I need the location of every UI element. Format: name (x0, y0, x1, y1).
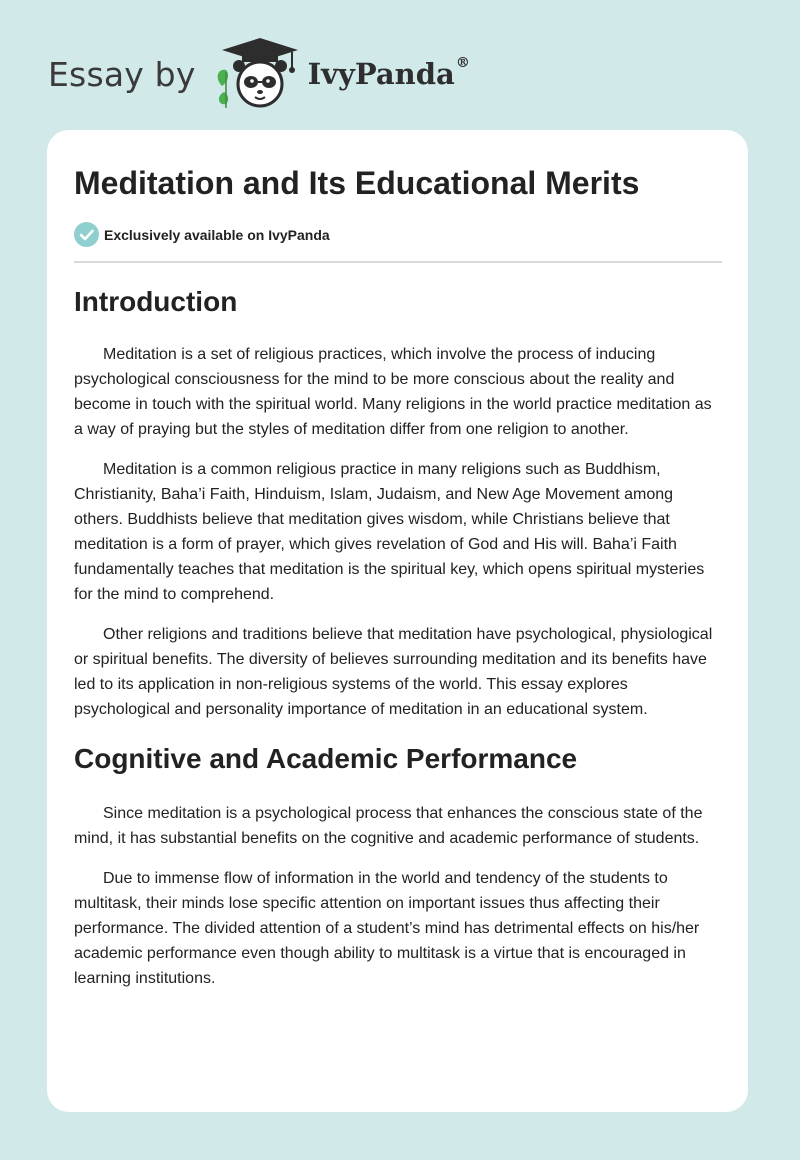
section-heading-cognitive: Cognitive and Academic Performance (74, 743, 578, 774)
divider (74, 261, 722, 263)
registered-mark: ® (455, 55, 470, 72)
check-circle-icon (74, 222, 99, 247)
essay-card (47, 130, 748, 1112)
section-heading-introduction: Introduction (74, 286, 238, 317)
panda-mascot-icon (212, 34, 304, 114)
paragraph: Due to immense flow of information in the world and tendency of the students to multitask, their minds lose specific attention on important issues thus affecting their performance. The divided attention of a student’s mind has detrimental effects on his/her academic performance even though ability to multitask is a virtue that is encouraged in learning institutions. (74, 870, 700, 987)
article-body (74, 280, 722, 1006)
essay-by-label: Essay by (48, 54, 196, 94)
paragraph: Meditation is a set of religious practices, which involve the process of inducing psychological consciousness for the mind to be more conscious about the reality and become in touch with the spiritual world. Many religions in the world practice meditation as a way of praying but the styles of meditation differ from one religion to another. (74, 346, 712, 438)
brand-name: IvyPanda® (307, 55, 470, 91)
paragraph: Other religions and traditions believe that meditation have psychological, physiological or spiritual benefits. The diversity of believes surrounding meditation and its benefits have led to its application in non-religious systems of the world. This essay explores psychological and personality importance of meditation in an educational system. (74, 626, 713, 718)
page-title: Meditation and Its Educational Merits (74, 165, 640, 201)
paragraph: Meditation is a common religious practice in many religions such as Buddhism, Christianity, Baha’i Faith, Hinduism, Islam, Judaism, and New Age Movement among others. Buddhists believe that meditation gives wisdom, while Christians believe that meditation is a form of prayer, which gives revelation of God and His will. Baha’i Faith fundamentally teaches that meditation is the spiritual key, which opens spiritual mysteries for the mind to comprehend. (74, 461, 705, 603)
exclusive-badge (74, 222, 330, 247)
brand-logo[interactable] (48, 34, 470, 114)
exclusive-label: Exclusively available on IvyPanda (104, 226, 330, 243)
paragraph: Since meditation is a psychological process that enhances the conscious state of the mind, it has substantial benefits on the cognitive and academic performance of students. (74, 805, 703, 847)
